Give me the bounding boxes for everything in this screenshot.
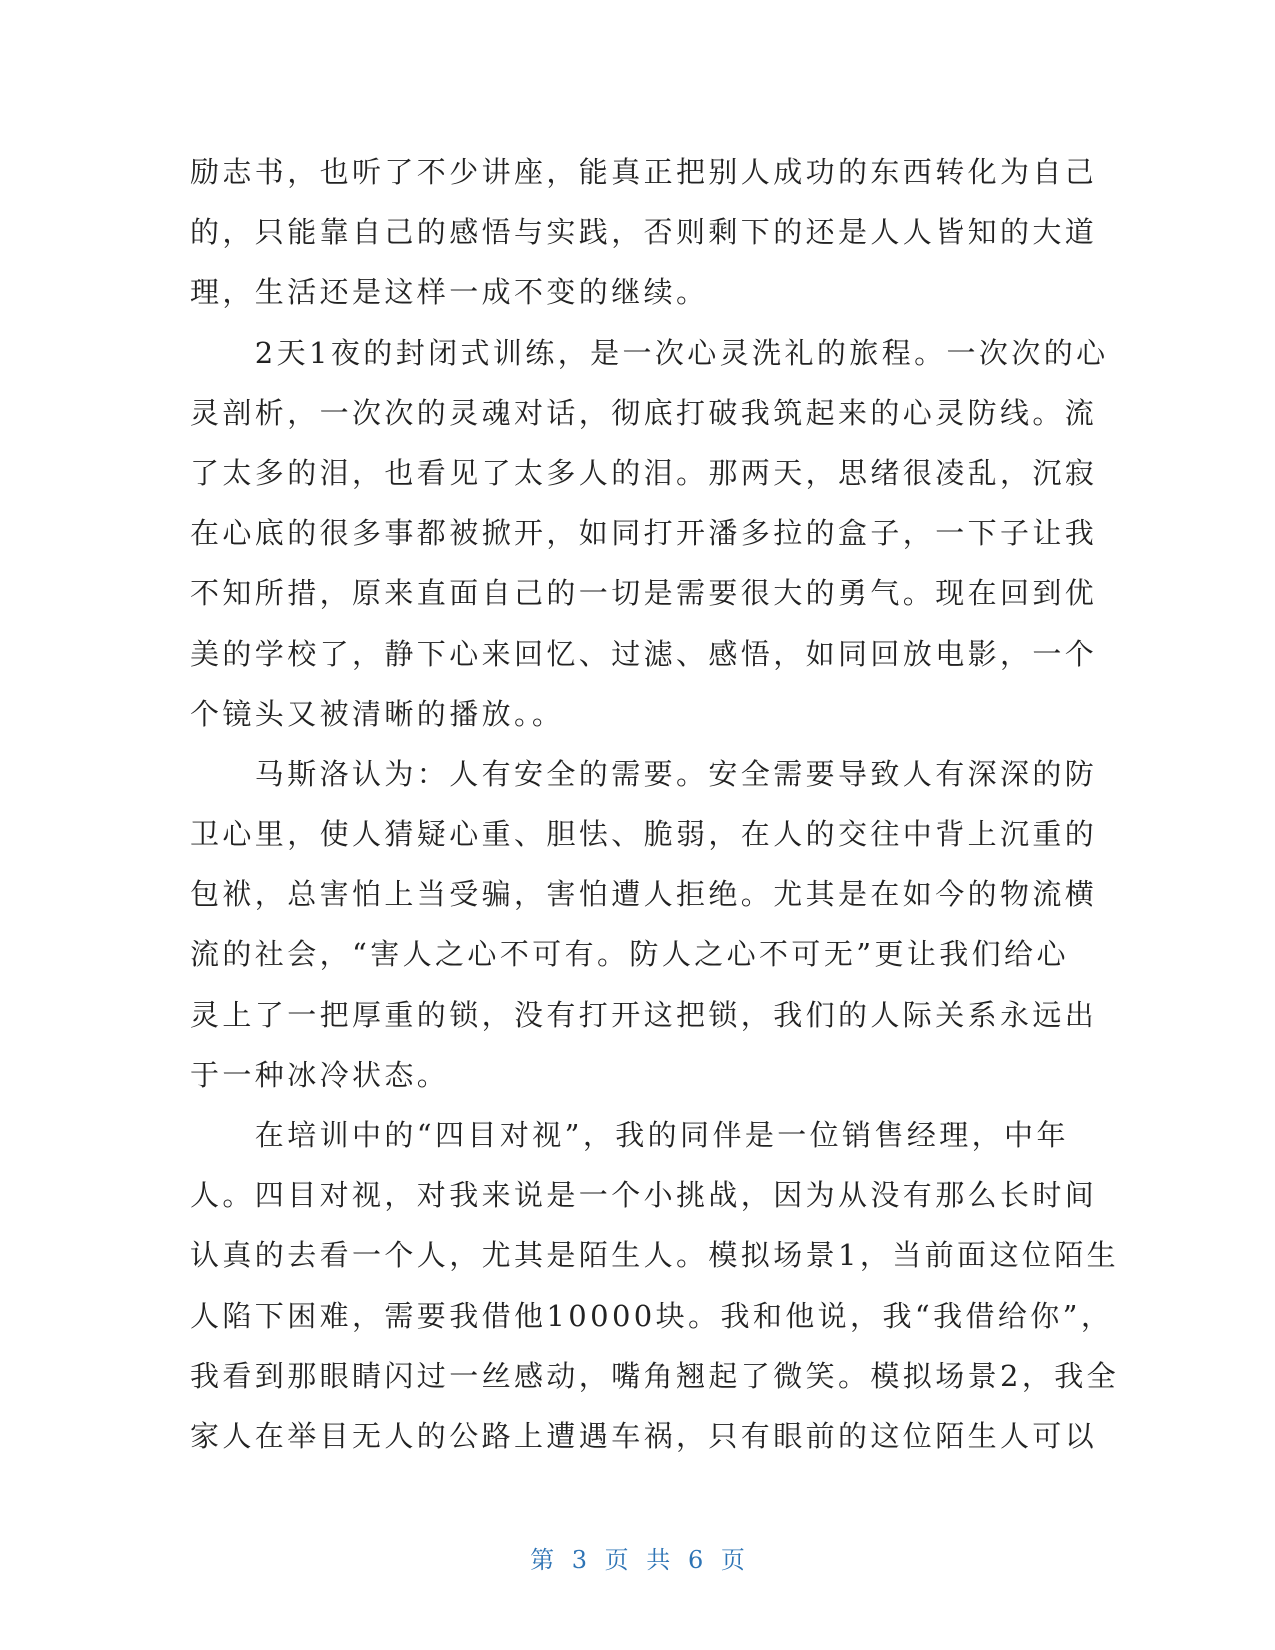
text-line: 认真的去看一个人，尤其是陌生人。模拟场景1，当前面这位陌生 [190,1238,1120,1273]
text-line: 2天1夜的封闭式训练，是一次心灵洗礼的旅程。一次次的心 [190,335,1109,370]
text-line: 灵剖析，一次次的灵魂对话，彻底打破我筑起来的心灵防线。流 [190,395,1098,430]
text-line: 流的社会，“害人之心不可有。防人之心不可无”更让我们给心 [190,937,1069,972]
text-line: 了太多的泪，也看见了太多人的泪。那两天，思绪很凌乱，沉寂 [190,455,1098,490]
page-number-footer: 第 3 页 共 6 页 [530,1546,745,1574]
text-line: 灵上了一把厚重的锁，没有打开这把锁，我们的人际关系永远出 [190,997,1098,1032]
text-line: 在培训中的“四目对视”，我的同伴是一位销售经理，中年 [190,1118,1069,1152]
text-line: 的，只能靠自己的感悟与实践，否则剩下的还是人人皆知的大道 [190,215,1098,250]
text-line: 理，生活还是这样一成不变的继续。 [190,275,709,310]
document-body [190,142,1120,1466]
text-line: 人陷下困难，需要我借他10000块。我和他说，我“我借给你”， [190,1298,1114,1333]
text-line: 于一种冰冷状态。 [190,1057,450,1092]
text-line: 马斯洛认为：人有安全的需要。安全需要导致人有深深的防 [190,756,1098,791]
text-line: 不知所措，原来直面自己的一切是需要很大的勇气。现在回到优 [190,576,1098,611]
text-line: 包袱，总害怕上当受骗，害怕遭人拒绝。尤其是在如今的物流横 [190,877,1098,912]
text-line: 励志书，也听了不少讲座，能真正把别人成功的东西转化为自己 [190,155,1098,189]
text-line: 美的学校了，静下心来回忆、过滤、感悟，如同回放电影，一个 [190,636,1098,671]
text-line: 在心底的很多事都被掀开，如同打开潘多拉的盒子，一下子让我 [190,516,1098,551]
text-line: 个镜头又被清晰的播放。。 [190,696,565,731]
text-line: 家人在举目无人的公路上遭遇车祸，只有眼前的这位陌生人可以 [190,1418,1098,1453]
text-line: 人。四目对视，对我来说是一个小挑战，因为从没有那么长时间 [190,1178,1098,1213]
text-line: 卫心里，使人猜疑心重、胆怯、脆弱，在人的交往中背上沉重的 [190,817,1098,852]
text-line: 我看到那眼睛闪过一丝感动，嘴角翘起了微笑。模拟场景2，我全 [190,1358,1120,1393]
